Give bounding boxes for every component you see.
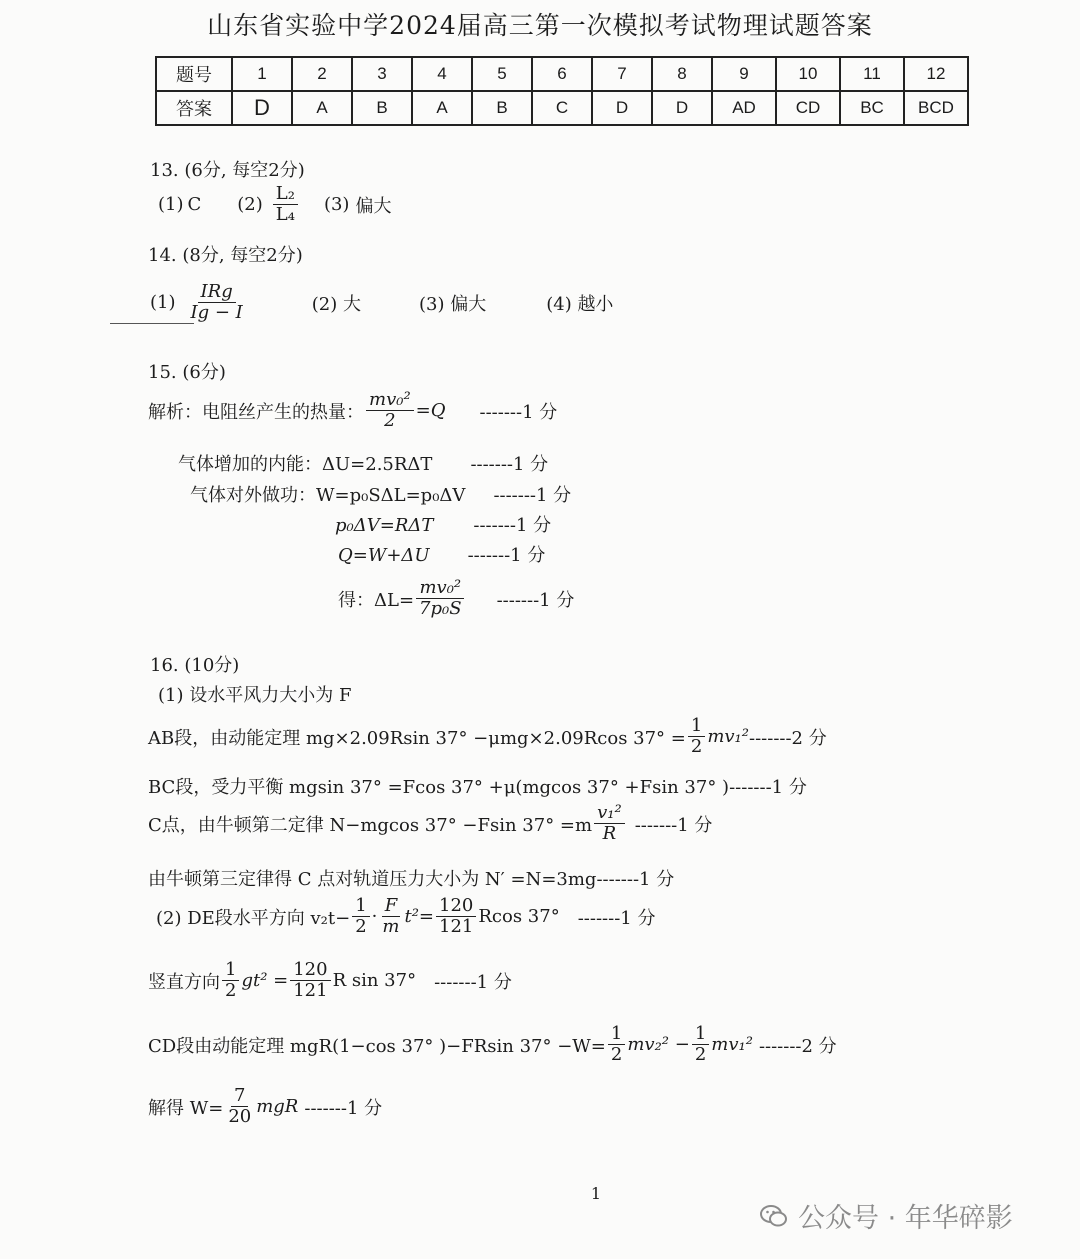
q15-l3-text: 气体对外做功：W=p₀SΔL=p₀ΔV [190, 485, 466, 506]
question-number: 3 [352, 57, 412, 91]
q16-l5-score: -------1 分 [596, 869, 675, 890]
q16-l8-text: CD段由动能定理 mgR(1−cos 37° )−FRsin 37° −W= [148, 1035, 606, 1057]
question-number: 10 [776, 57, 840, 91]
q15-line-5 [338, 541, 545, 567]
q16-line-4 [148, 803, 712, 844]
answer-cell: A [292, 91, 352, 125]
question-number: 8 [652, 57, 712, 91]
q16-l2-score: -------2 分 [748, 727, 827, 749]
q14-p1-label: (1) [150, 292, 176, 314]
q16-l7-numerator-2: 120 [290, 960, 330, 981]
q16-l7-denominator-1: 2 [225, 980, 237, 1002]
q15-l6-text: 得：ΔL= [338, 589, 415, 611]
q16-line-7 [148, 960, 512, 1001]
q16-l2-numerator: 1 [688, 716, 705, 737]
q16-l8-mid: mv₂² − [627, 1034, 690, 1056]
q16-l6-fraction-2 [379, 896, 402, 937]
q14-p3: (3) 偏大 [419, 293, 487, 315]
q15-l6-score: -------1 分 [496, 589, 575, 611]
q15-l1-text: 解析：电阻丝产生的热量： [148, 401, 364, 423]
q16-l9-fraction [225, 1086, 254, 1127]
answer-cell: B [472, 91, 532, 125]
q16-line-8 [148, 1024, 837, 1065]
q16-l2-denominator: 2 [690, 736, 703, 758]
q15-l5-text: Q=W+ΔU [338, 545, 430, 566]
q16-l7-denominator-2: 121 [293, 980, 328, 1002]
question-number: 6 [532, 57, 592, 91]
q16-l7-text: 竖直方向 [148, 971, 220, 993]
answer-cell: D [232, 91, 292, 125]
answer-cell: BCD [904, 91, 968, 125]
answer-cell: C [532, 91, 592, 125]
q15-l5-score: -------1 分 [467, 545, 546, 566]
answer-row [156, 91, 968, 125]
question-number: 11 [840, 57, 904, 91]
q13-p1-label: (1) [158, 194, 184, 216]
q16-l4-denominator: R [602, 823, 617, 845]
q16-l3-text: BC段，受力平衡 mgsin 37° =Fcos 37° +μ(mgcos 37° +Fsin 37° ) [148, 777, 730, 798]
question-number: 2 [292, 57, 352, 91]
q15-l1-numerator: mv₀² [366, 390, 414, 411]
q16-l6-numerator-2: F [382, 896, 401, 917]
q14-p1-numerator: IRg [198, 282, 236, 303]
q15-l1-fraction [366, 390, 414, 431]
q16-l8-fraction-1 [608, 1024, 625, 1065]
q16-l8-post: mv₁² [711, 1034, 753, 1056]
answer-cell: CD [776, 91, 840, 125]
q16-l4-fraction [594, 803, 625, 844]
watermark-text: 公众号 · 年华碎影 [798, 1203, 1013, 1234]
q14-header: 14. (8分, 每空2分) [148, 245, 303, 266]
answer-cell: D [592, 91, 652, 125]
q15-line-2 [178, 450, 548, 476]
q15-l6-fraction [416, 578, 465, 619]
q16-l7-post: R sin 37° [332, 970, 417, 992]
q16-l7-numerator-1: 1 [222, 960, 239, 981]
question-number: 12 [904, 57, 968, 91]
q16-l6-text: (2) DE段水平方向 v₂t− [156, 907, 351, 929]
q15-l6-denominator: 7p₀S [419, 598, 462, 620]
answer-table [155, 56, 969, 126]
q15-l1-equation: =Q [415, 400, 446, 422]
q13-p3-value: 偏大 [355, 195, 392, 217]
q15-l1-score: -------1 分 [479, 401, 558, 423]
q16-l4-numerator: v₁² [594, 803, 625, 824]
answer-cell: BC [840, 91, 904, 125]
question-number: 1 [232, 57, 292, 91]
watermark [760, 1196, 1013, 1235]
q16-l8-numerator-2: 1 [692, 1024, 709, 1045]
q16-line-3 [148, 773, 807, 799]
q15-header: 15. (6分) [148, 362, 226, 383]
q15-l2-score: -------1 分 [470, 454, 549, 475]
q16-line-5 [148, 865, 674, 891]
row-label-answer: 答案 [156, 91, 232, 125]
q16-l9-score: -------1 分 [304, 1097, 383, 1119]
q13-p2-label: (2) [237, 194, 263, 216]
answer-cell: D [652, 91, 712, 125]
q16-l9-denominator: 20 [228, 1106, 252, 1128]
q14-answers [150, 282, 613, 323]
q13-p2-numerator: L₂ [273, 184, 298, 205]
q16-line-6: (2) DE段水平方向 v₂t− $\frac{1}{2}$ · $\frac{F}{m}$ t²= $\frac{120}{121}$ Rcos 37° -------1 分 [156, 895, 656, 938]
q13-p2-fraction [273, 184, 298, 225]
answer-cell: AD [712, 91, 776, 125]
q15-l3-score: -------1 分 [493, 485, 572, 506]
q16-l6-numerator-1: 1 [352, 896, 369, 917]
question-number-row [156, 57, 968, 91]
question-number: 9 [712, 57, 776, 91]
q16-l6-mid: t²= [404, 906, 435, 928]
q16-l3-score: -------1 分 [729, 777, 807, 798]
q15-l4-text: p₀ΔV=RΔT [335, 515, 434, 536]
q13-p3-label: (3) [323, 194, 350, 216]
q16-l6-denominator-2: m [382, 916, 400, 938]
q16-l7-score: -------1 分 [434, 971, 512, 993]
q16-l2-term: mv₁² [707, 726, 749, 748]
q16-l6-denominator-3: 121 [439, 916, 474, 938]
q14-p1-denominator: Ig − I [190, 302, 243, 324]
q14-p1-fraction [188, 282, 246, 323]
q15-line-4 [335, 511, 551, 537]
q16-line-1: (1) 设水平风力大小为 F [158, 685, 352, 706]
q15-l4-score: -------1 分 [473, 515, 552, 536]
q15-line-1 [148, 390, 557, 431]
page-title: 山东省实验中学2024届高三第一次模拟考试物理试题答案 [207, 11, 873, 40]
q16-l2-fraction [688, 716, 705, 757]
q15-line-6 [338, 578, 574, 619]
q16-line-2 [148, 716, 827, 757]
q16-l6-post: Rcos 37° [478, 906, 560, 928]
answer-cell: A [412, 91, 472, 125]
q16-l2-text: AB段，由动能定理 mg×2.09Rsin 37° −μmg×2.09Rcos 37° = [148, 727, 686, 749]
q16-line-9 [148, 1086, 382, 1127]
page-number: 1 [590, 1184, 602, 1203]
q16-l6-numerator-3: 120 [436, 896, 476, 917]
q13-header: 13. (6分, 每空2分) [150, 160, 305, 181]
q15-l1-denominator: 2 [384, 410, 396, 432]
q13-p2-denominator: L₄ [275, 204, 295, 226]
row-label-question: 题号 [156, 57, 232, 91]
q16-l9-text: 解得 W= [148, 1097, 224, 1119]
q15-l2-text: 气体增加的内能：ΔU=2.5RΔT [178, 454, 433, 475]
q16-l7-fraction-1 [222, 960, 239, 1001]
q16-l8-score: -------2 分 [758, 1035, 837, 1057]
q16-l6-fraction-1 [352, 896, 369, 937]
q15-line-3 [190, 481, 571, 507]
q16-l8-denominator-2: 2 [694, 1044, 707, 1066]
q16-l7-fraction-2 [290, 960, 330, 1001]
question-number: 7 [592, 57, 652, 91]
q16-l8-numerator-1: 1 [608, 1024, 625, 1045]
q16-l6-score: -------1 分 [577, 907, 656, 929]
q16-l4-text: C点，由牛顿第二定律 N−mgcos 37° −Fsin 37° =m [148, 814, 593, 836]
question-number: 4 [412, 57, 472, 91]
q16-l7-mid: gt² = [241, 970, 289, 992]
q16-header: 16. (10分) [150, 655, 240, 676]
wechat-icon [760, 1204, 788, 1228]
q16-l5-text: 由牛顿第三定律得 C 点对轨道压力大小为 N′ =N=3mg [148, 869, 597, 890]
q16-l9-post: mgR [256, 1096, 299, 1118]
q16-l6-denominator-1: 2 [355, 916, 367, 938]
q14-p4: (4) 越小 [546, 293, 614, 315]
q16-l8-fraction-2 [692, 1024, 709, 1065]
q16-l4-score: -------1 分 [634, 814, 713, 836]
q15-l6-numerator: mv₀² [416, 578, 464, 599]
answer-cell: B [352, 91, 412, 125]
q16-l8-denominator-1: 2 [610, 1044, 623, 1066]
q13-p1-value: C [187, 194, 202, 216]
q16-l9-numerator: 7 [231, 1086, 248, 1107]
q14-p2: (2) 大 [311, 293, 361, 315]
q13-answers [158, 184, 391, 225]
q16-l6-fraction-3 [436, 896, 476, 937]
question-number: 5 [472, 57, 532, 91]
